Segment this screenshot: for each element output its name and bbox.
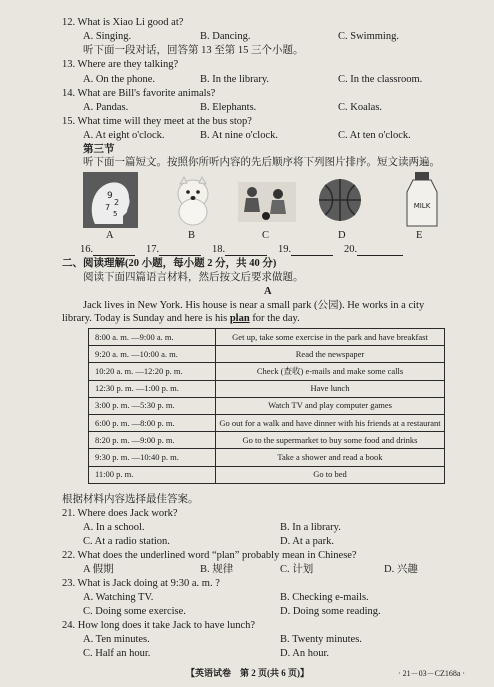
q15-option-c: C. At ten o'clock. [338,130,411,141]
schedule-activity: Read the newspaper [216,346,445,363]
schedule-activity: Get up, take some exercise in the park and have breakfast [216,329,445,346]
choose-note: 根据材料内容选择最佳答案。 [62,494,199,505]
schedule-row [89,363,445,380]
schedule-activity: Go out for a walk and have dinner with his friends at a restaurant [216,414,445,431]
schedule-time: 12:30 p. m. —1:00 p. m. [89,380,216,397]
schedule-time: 9:20 a. m. —10:00 a. m. [89,346,216,363]
passage-line-2: library. Today is Sunday and here is his plan for the day. [62,313,300,324]
schedule-activity: Take a shower and read a book [216,449,445,466]
section3-title: 第三节 [83,144,115,155]
head-with-numbers-icon [83,172,138,228]
picture-label-d: D [338,230,346,241]
q21-option-a: A. In a school. [83,522,145,533]
milk-label: MILK [413,202,431,210]
q14-question: 14. What are Bill's favorite animals? [62,88,216,99]
schedule-time: 8:20 p. m. —9:00 p. m. [89,432,216,449]
q14-option-a: A. Pandas. [83,102,129,113]
schedule-time: 9:30 p. m. —10:40 p. m. [89,449,216,466]
milk-bottle-icon [405,172,439,228]
schedule-row [89,466,445,483]
picture-label-a: A [106,230,114,241]
schedule-time: 3:00 p. m. —5:30 p. m. [89,397,216,414]
schedule-row [89,397,445,414]
dialog-note: 听下面一段对话，回答第 13 至第 15 三个小题。 [83,45,304,56]
schedule-time: 10:20 a. m. —12:20 p. m. [89,363,216,380]
schedule-row [89,449,445,466]
schedule-activity: Watch TV and play computer games [216,397,445,414]
schedule-activity: Go to bed [216,466,445,483]
answer-blank-18[interactable]: 18. [212,244,267,256]
q12-option-b: B. Dancing. [200,31,251,42]
schedule-row [89,432,445,449]
schedule-activity: Have lunch [216,380,445,397]
q22-question: 22. What does the underlined word “plan” probably mean in Chinese? [62,550,357,561]
schedule-row [89,414,445,431]
basketball-icon [317,177,363,223]
answer-blank-16[interactable]: 16. [80,244,135,256]
passage-letter: A [264,286,272,297]
svg-text:9: 9 [107,191,113,201]
q14-option-b: B. Elephants. [200,102,257,113]
section3-instruction: 听下面一篇短文。按照你所听内容的先后顺序将下列图片排序。短文读两遍。 [83,157,440,168]
schedule-time: 8:00 a. m. —9:00 a. m. [89,329,216,346]
reading-instruction: 阅读下面四篇语言材料，然后按文后要求做题。 [83,272,304,283]
q13-option-a: A. On the phone. [83,74,156,85]
footer-page-info: 【英语试卷 第 2 页(共 6 页)】 [186,668,309,678]
schedule-activity: Go to the supermarket to buy some food and drinks [216,432,445,449]
q12-option-c: C. Swimming. [338,31,399,42]
schedule-time: 6:00 p. m. —8:00 p. m. [89,414,216,431]
footer-code: · 21－03－CZ168a · [398,669,466,678]
q23-question: 23. What is Jack doing at 9:30 a. m. ? [62,578,220,589]
q12-question: 12. What is Xiao Li good at? [62,17,184,28]
schedule-row [89,380,445,397]
q23-option-c: C. Doing some exercise. [83,606,186,617]
kids-playing-icon [238,182,296,222]
q15-question: 15. What time will they meet at the bus stop? [62,116,252,127]
answer-blank-17[interactable]: 17. [146,244,201,256]
picture-label-b: B [188,230,196,241]
picture-label-c: C [262,230,270,241]
schedule-time: 11:00 p. m. [89,466,216,483]
q15-option-a: A. At eight o'clock. [83,130,165,141]
schedule-table [88,328,445,484]
q22-option-a: A 假期 [83,564,114,575]
schedule-row [89,329,445,346]
underlined-word-plan: plan [229,313,250,324]
svg-text:7: 7 [105,203,111,212]
picture-label-e: E [416,230,423,241]
q22-option-d: D. 兴趣 [384,564,418,575]
q24-option-b: B. Twenty minutes. [280,634,362,645]
q14-option-c: C. Koalas. [338,102,383,113]
q21-option-d: D. At a park. [280,536,334,547]
q23-option-a: A. Watching TV. [83,592,154,603]
q23-option-d: D. Doing some reading. [280,606,381,617]
q12-option-a: A. Singing. [83,31,132,42]
schedule-activity: Check (查收) e-mails and make some calls [216,363,445,380]
q22-option-b: B. 规律 [200,564,234,575]
q13-option-c: C. In the classroom. [338,74,423,85]
dog-icon [173,174,213,226]
schedule-row [89,346,445,363]
q23-option-b: B. Checking e-mails. [280,592,369,603]
q24-option-c: C. Half an hour. [83,648,151,659]
svg-text:5: 5 [113,210,118,218]
passage-line-1: Jack lives in New York. His house is near a small park (公园). He works in a city [83,300,425,311]
answer-blank-20[interactable]: 20. [344,244,403,256]
q22-option-c: C. 计划 [280,564,314,575]
q24-option-d: D. An hour. [280,648,330,659]
q21-question: 21. Where does Jack work? [62,508,178,519]
reading-section-title: 二、阅读理解(20 小题，每小题 2 分，共 40 分) [62,258,277,269]
q15-option-b: B. At nine o'clock. [200,130,279,141]
q21-option-b: B. In a library. [280,522,341,533]
answer-blank-19[interactable]: 19. [278,244,333,256]
q13-question: 13. Where are they talking? [62,59,179,70]
q24-option-a: A. Ten minutes. [83,634,150,645]
q21-option-c: C. At a radio station. [83,536,170,547]
svg-text:2: 2 [114,198,120,207]
q13-option-b: B. In the library. [200,74,270,85]
q24-question: 24. How long does it take Jack to have lunch? [62,620,256,631]
